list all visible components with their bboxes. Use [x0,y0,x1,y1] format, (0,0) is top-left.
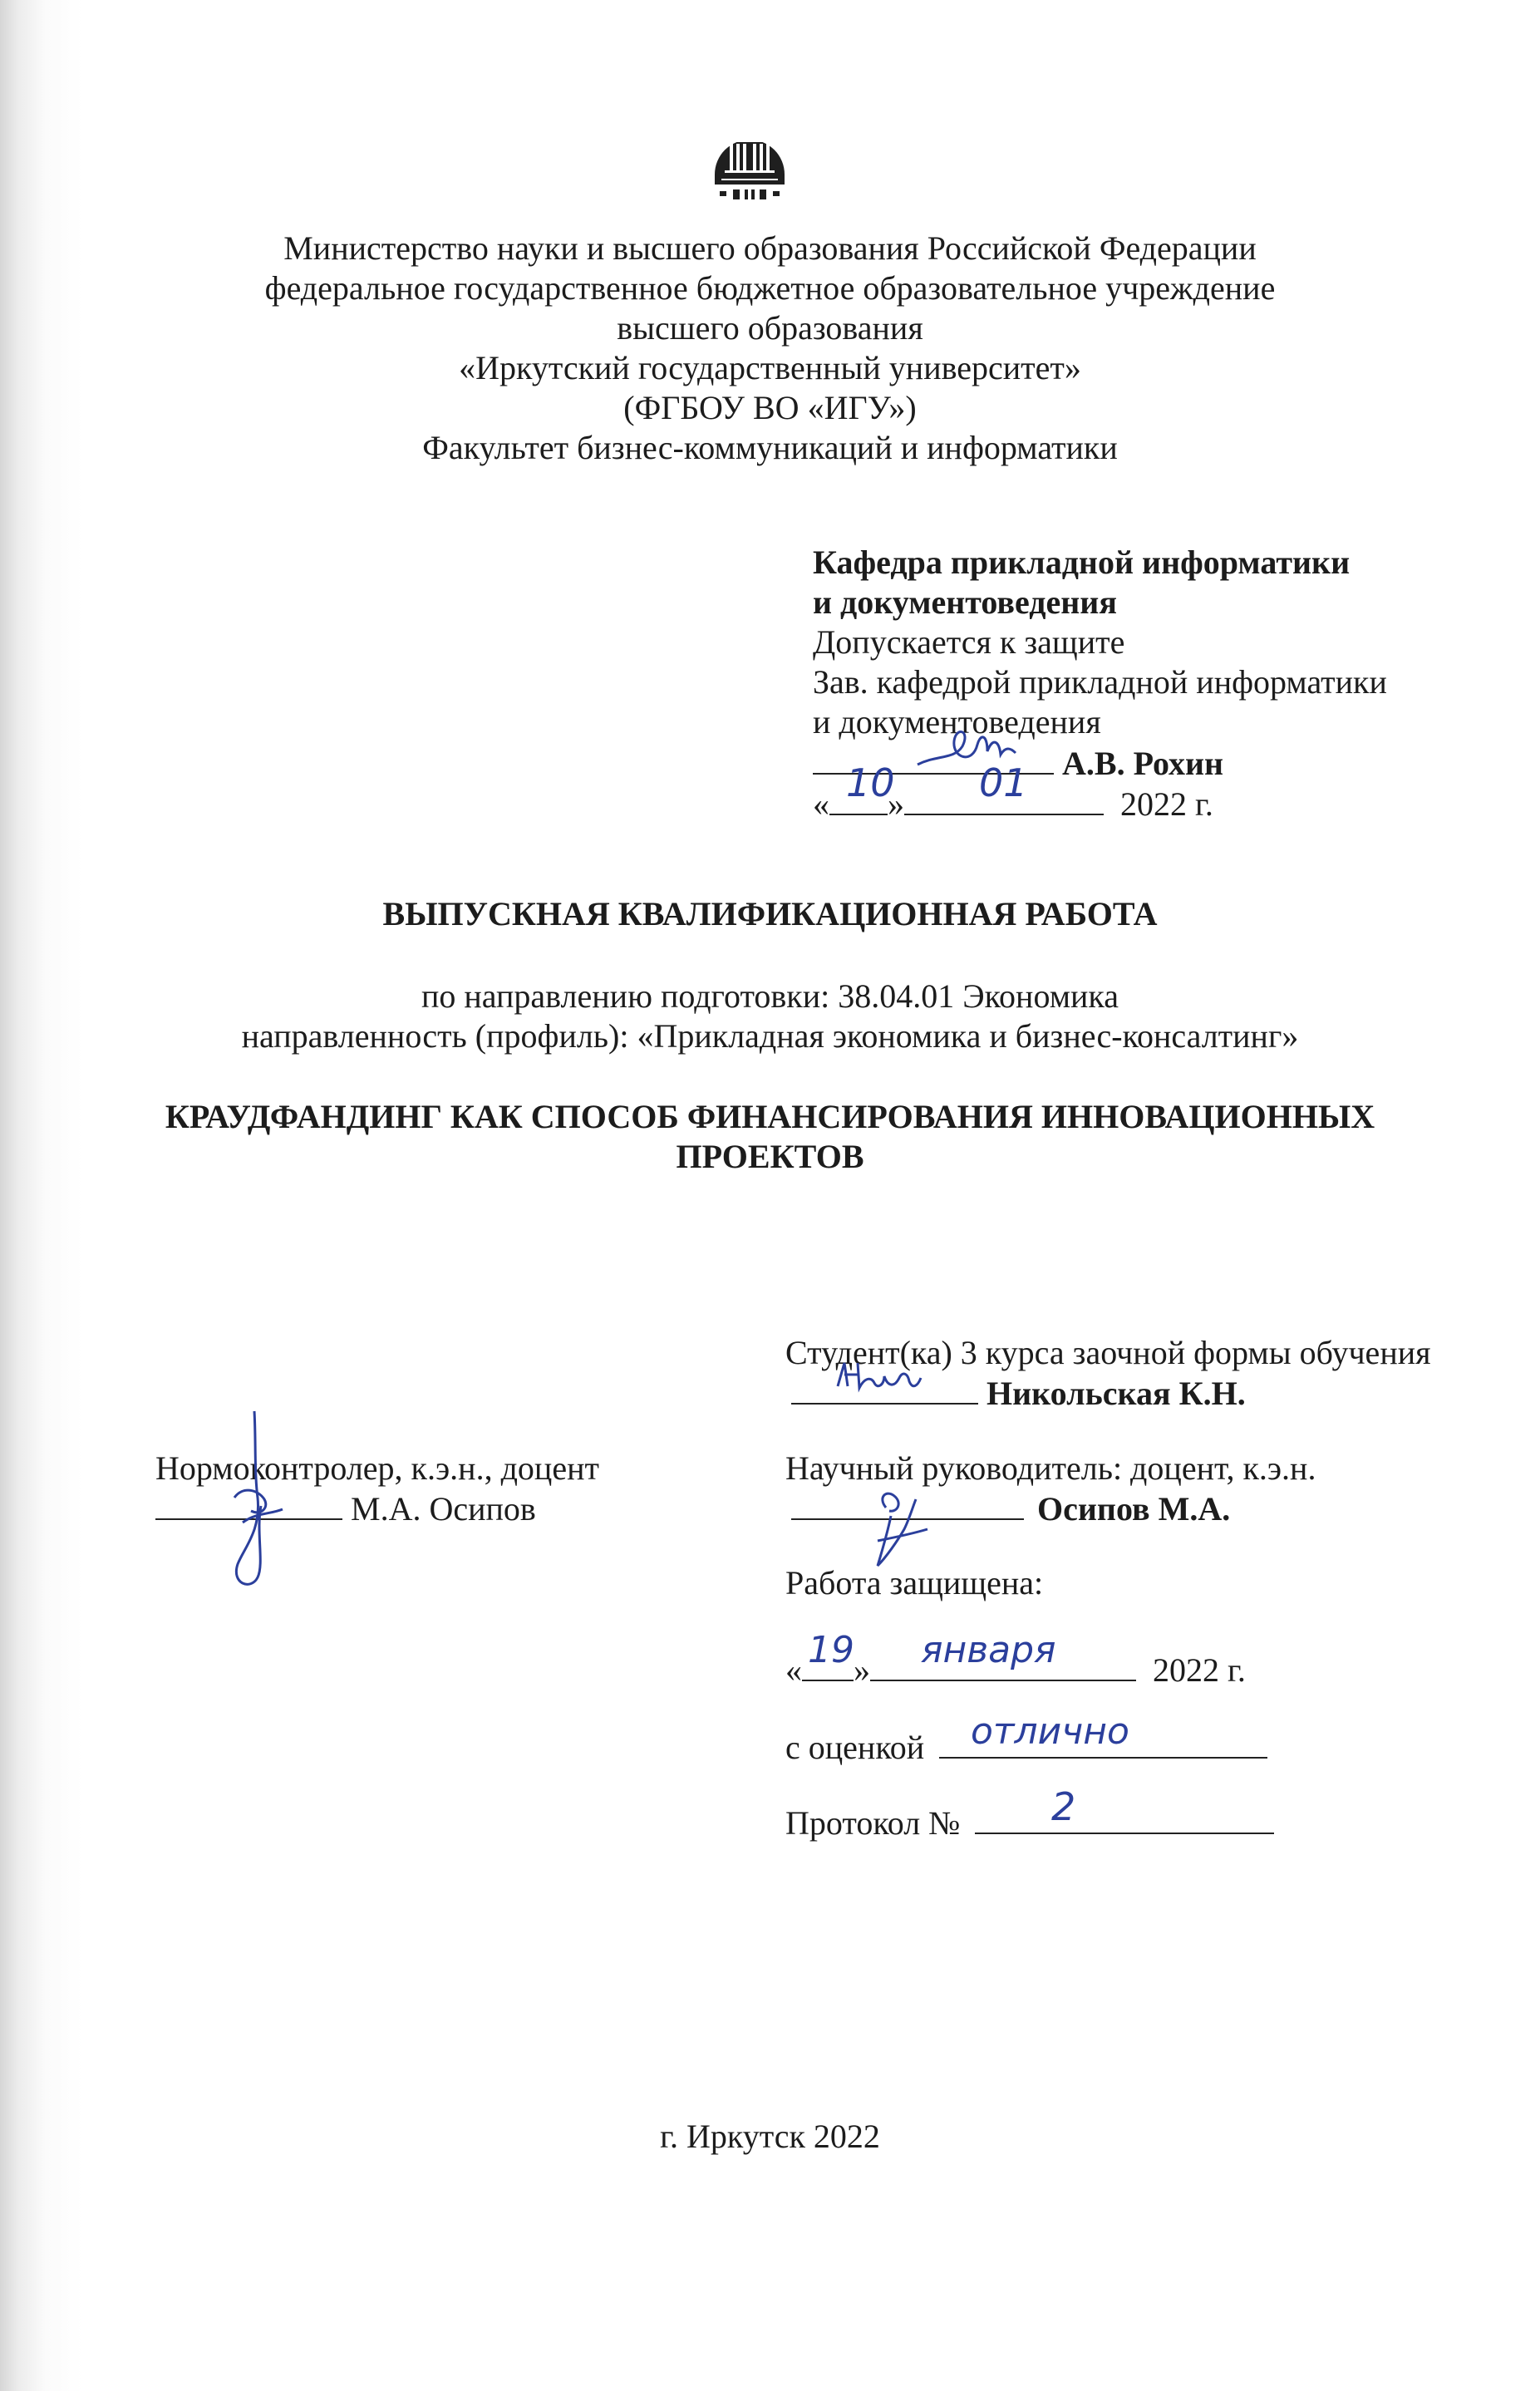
student-signature-scribble [833,1353,924,1403]
protocol-blank [975,1803,1274,1834]
student-name: Никольская К.Н. [986,1375,1246,1412]
defense-day-handwritten: 19 [808,1629,854,1671]
approval-year: 2022 г. [1120,785,1213,823]
defense-protected-label: Работа защищена: [785,1564,1044,1601]
study-direction: по направлению подготовки: 38.04.01 Экономика [421,977,1119,1015]
protocol-number-handwritten: 2 [1051,1784,1076,1829]
header-faculty: Факультет бизнес-коммуникаций и информатики [422,429,1118,466]
supervisor-label: Научный руководитель: доцент, к.э.н. [785,1449,1316,1487]
student-label: Студент(ка) 3 курса заочной формы обучения [785,1334,1431,1371]
normcontrol-label: Нормоконтролер, к.э.н., доцент [155,1449,599,1487]
department-name-line2: и документоведения [813,583,1117,621]
normcontrol-signature-scribble [218,1406,301,1597]
header-university-name: «Иркутский государственный университет» [459,349,1081,386]
normcontrol-name: М.А. Осипов [351,1490,536,1528]
header-university-abbr: (ФГБОУ ВО «ИГУ») [623,389,917,426]
work-type-heading: ВЫПУСКНАЯ КВАЛИФИКАЦИОННАЯ РАБОТА [382,895,1158,932]
grade-label: с оценкой [785,1729,925,1766]
admission-label: Допускается к защите [813,623,1125,661]
header-education-level: высшего образования [617,309,923,347]
supervisor-signature-line [791,1488,1230,1529]
approval-date-line: « » 2022 г. [813,785,1213,823]
head-title-line2: и документоведения [813,703,1101,740]
protocol-line [785,1803,1274,1843]
work-title-line1: КРАУДФАНДИНГ КАК СПОСОБ ФИНАНСИРОВАНИЯ ИННОВАЦИОННЫХ [165,1098,1375,1135]
protocol-label: Протокол № [785,1804,961,1842]
supervisor-signature-scribble [861,1458,936,1574]
supervisor-name: Осипов М.А. [1037,1490,1231,1528]
city-year: г. Иркутск 2022 [660,2118,880,2155]
work-title-line2: ПРОЕКТОВ [676,1138,864,1175]
header-ministry: Министерство науки и высшего образования Российской Федерации [283,229,1257,267]
defense-year: 2022 г. [1153,1651,1246,1689]
grade-handwritten: отлично [971,1710,1129,1753]
approval-day-handwritten: 10 [846,760,895,805]
header-institution-type: федеральное государственное бюджетное образовательное учреждение [264,269,1276,307]
study-profile: направленность (профиль): «Прикладная экономика и бизнес-консалтинг» [241,1017,1299,1055]
head-name: А.В. Рохин [1062,745,1224,782]
university-logo [708,98,791,204]
normcontrol-signature-line [155,1488,536,1529]
approval-month-handwritten: 01 [979,760,1028,805]
head-title-line1: Зав. кафедрой прикладной информатики [813,663,1387,701]
department-name-line1: Кафедра прикладной информатики [813,544,1351,581]
defense-date-line: « » 2022 г. [785,1651,1246,1689]
defense-month-handwritten: января [921,1629,1056,1671]
